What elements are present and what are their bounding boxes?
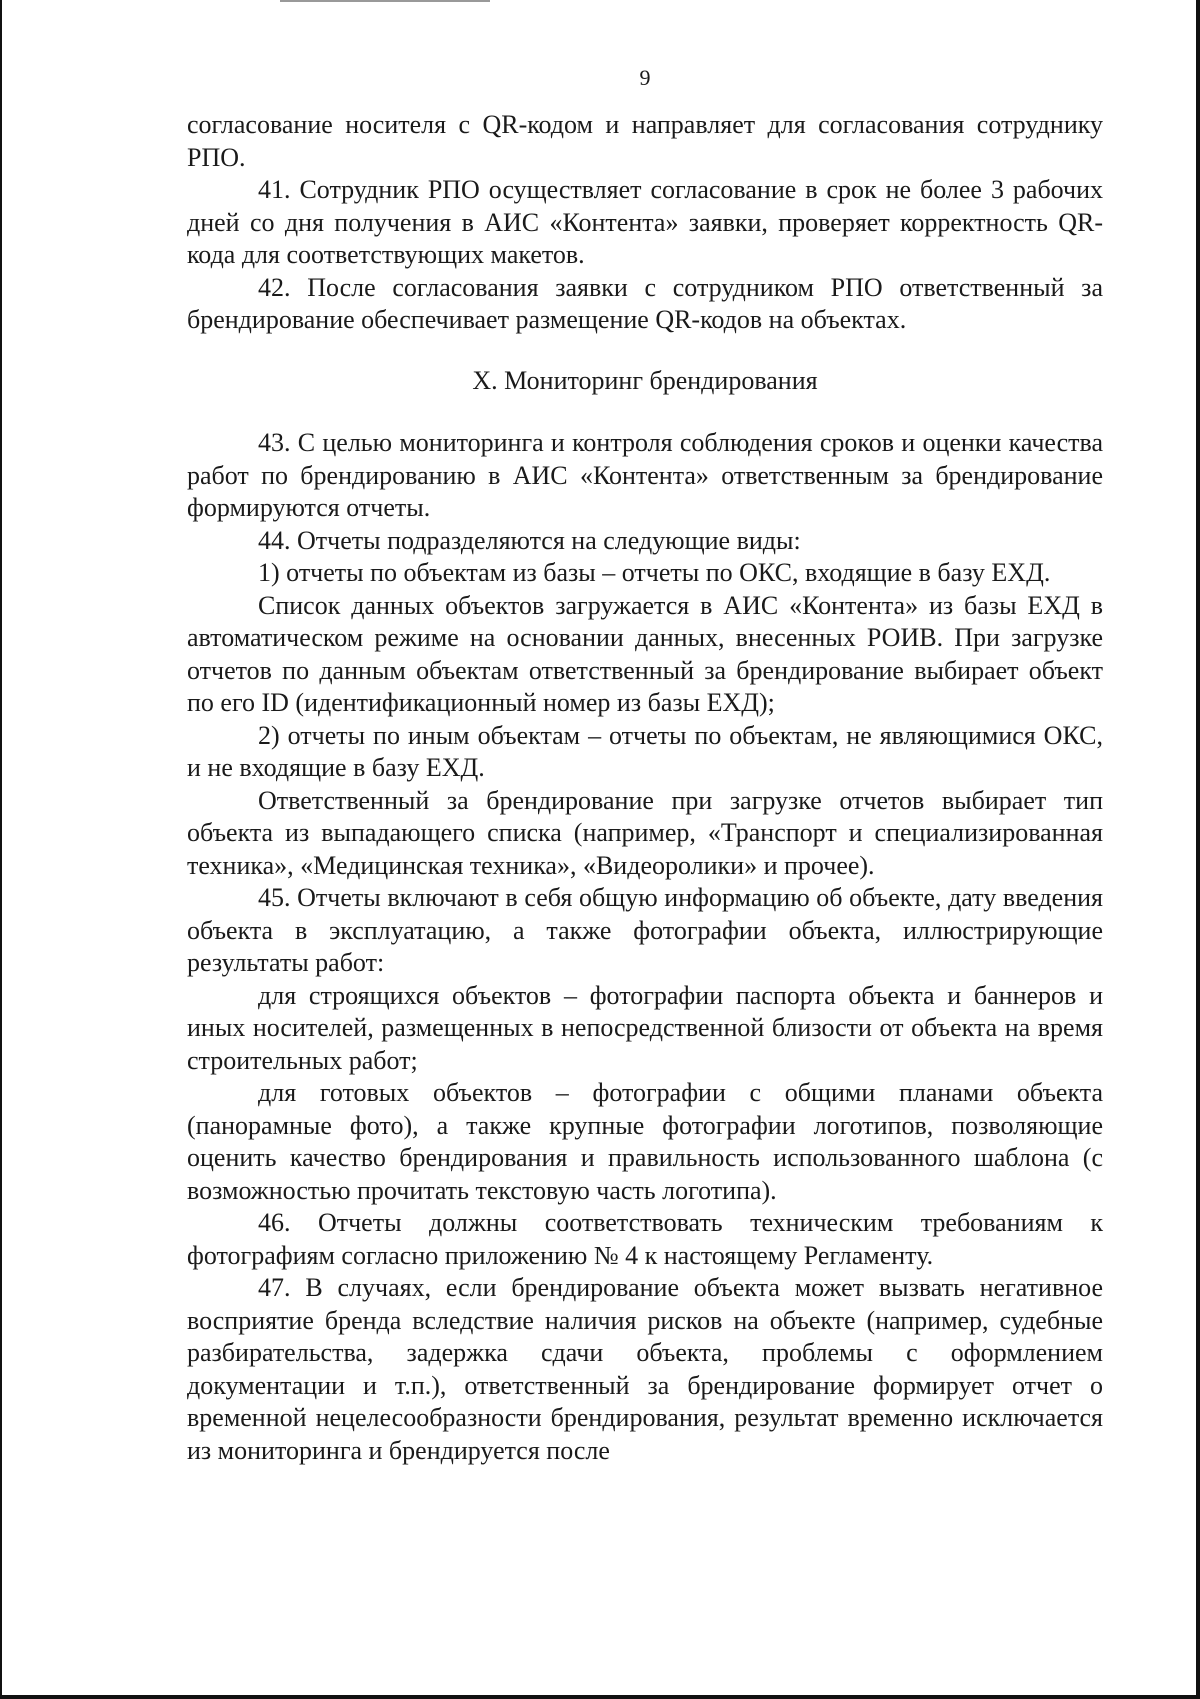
paragraph-finished-objects: для готовых объектов – фотографии с общими планами объекта (панорамные фото), а также крупные фотографии логотипов, позволяющие оценить качество брендирования и правильность использованного шаблона (с возможностью прочитать текстовую часть логотипа).: [187, 1078, 1103, 1205]
scan-edge-right: [1196, 0, 1200, 1699]
paragraph-objects-list: Список данных объектов загружается в АИС «Контента» из базы ЕХД в автоматическом режиме на основании данных, внесенных РОИВ. При загрузке отчетов по данным объектам ответственный за брендирование выбирает объект по его ID (идентификационный номер из базы ЕХД);: [187, 590, 1103, 717]
paragraph-under-construction: для строящихся объектов – фотографии паспорта объекта и баннеров и иных носителей, размещенных в непосредственной близости от объекта на время строительных работ;: [187, 980, 1103, 1075]
page-number: 9: [639, 65, 651, 90]
document-body: [187, 64, 1103, 1467]
paragraph-44-item-2: 2) отчеты по иным объектам – отчеты по объектам, не являющимися ОКС, и не входящие в базу ЕХД.: [187, 720, 1103, 782]
paragraph-47: 47. В случаях, если брендирование объекта может вызвать негативное восприятие бренда вследствие наличия рисков на объекте (например, судебные разбирательства, задержка сдачи объекта, проблемы с оформлением документации и т.п.), ответственный за брендирование формирует отчет о временной нецелесообразности брендирования, результат временно исключается из мониторинга и брендируется после: [187, 1273, 1103, 1465]
paragraph-42: 42. После согласования заявки с сотрудником РПО ответственный за брендирование обеспечивает размещение QR-кодов на объектах.: [187, 272, 1103, 334]
paragraph-46: 46. Отчеты должны соответствовать техническим требованиям к фотографиям согласно приложению № 4 к настоящему Регламенту.: [187, 1208, 1103, 1270]
section-title: X. Мониторинг брендирования: [472, 365, 818, 395]
paragraph-44: 44. Отчеты подразделяются на следующие виды:: [258, 525, 801, 555]
paragraph-continuation: согласование носителя с QR-кодом и направляет для согласования сотруднику РПО.: [187, 110, 1103, 172]
scan-top-mark: [280, 0, 490, 2]
paragraph-44-item-1: 1) отчеты по объектам из базы – отчеты по ОКС, входящие в базу ЕХД.: [258, 558, 1051, 587]
scan-edge-bottom: [0, 1695, 1200, 1699]
paragraph-object-type: Ответственный за брендирование при загрузке отчетов выбирает тип объекта из выпадающего списка (например, «Транспорт и специализированная техника», «Медицинская техника», «Видеоролики» и прочее).: [187, 785, 1103, 880]
paragraph-43: 43. С целью мониторинга и контроля соблюдения сроков и оценки качества работ по брендированию в АИС «Контента» ответственным за брендирование формируются отчеты.: [187, 428, 1103, 522]
paragraph-41: 41. Сотрудник РПО осуществляет согласование в срок не более 3 рабочих дней со дня получения в АИС «Контента» заявки, проверяет корректность QR-кода для соответствующих макетов.: [187, 175, 1103, 269]
paragraph-45: 45. Отчеты включают в себя общую информацию об объекте, дату введения объекта в эксплуатацию, а также фотографии объекта, иллюстрирующие результаты работ:: [187, 883, 1103, 977]
scan-edge-left: [0, 0, 2, 1699]
